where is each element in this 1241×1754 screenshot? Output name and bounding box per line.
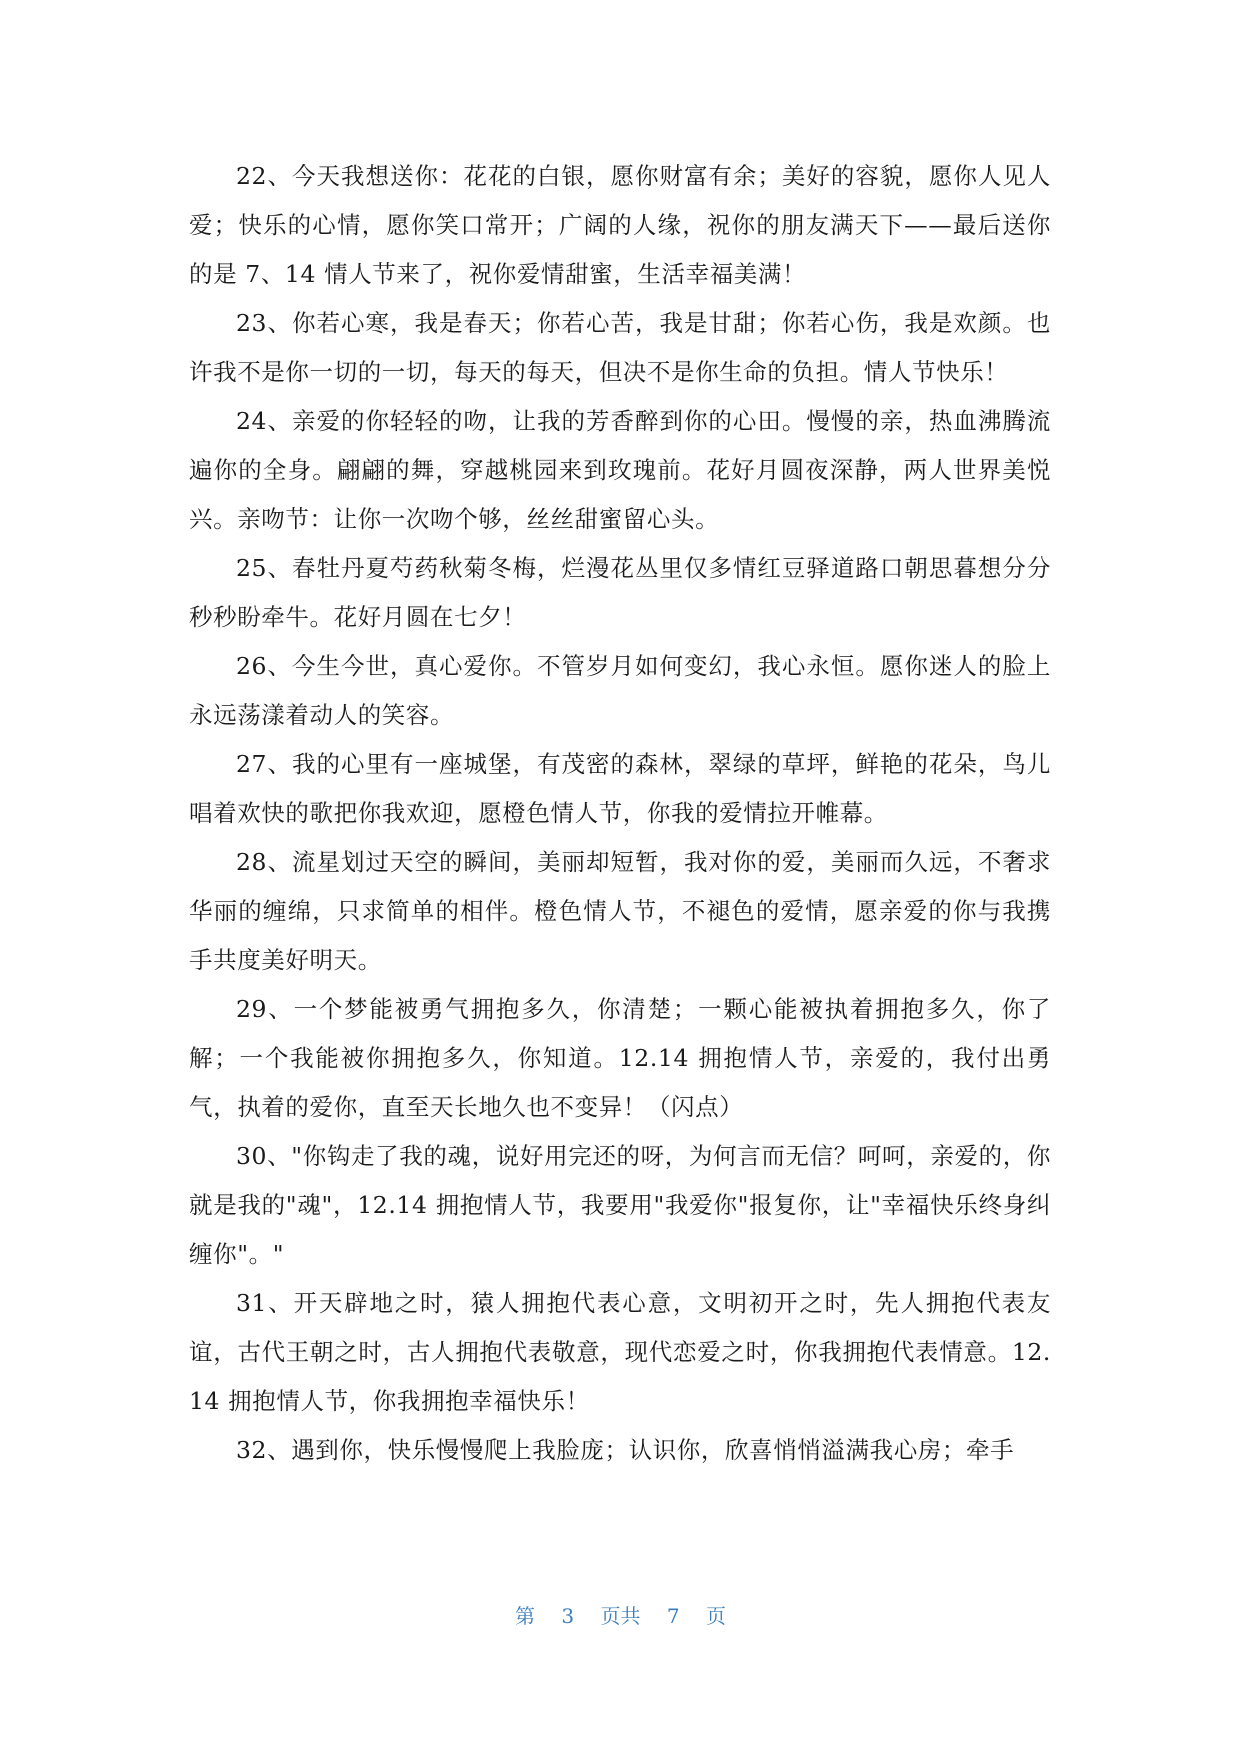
footer-label-page-end: 页 <box>705 1604 726 1628</box>
paragraph-29: 29、一个梦能被勇气拥抱多久，你清楚；一颗心能被执着拥抱多久，你了解；一个我能被你拥抱多久，你知道。12.14 拥抱情人节，亲爱的，我付出勇气，执着的爱你，直至天长地久也不变异！（闪点） <box>189 995 1051 1121</box>
footer-label-page: 第 <box>515 1604 536 1628</box>
paragraph-28: 28、流星划过天空的瞬间，美丽却短暂，我对你的爱，美丽而久远，不奢求华丽的缠绵，只求简单的相伴。橙色情人节，不褪色的爱情，愿亲爱的你与我携手共度美好明天。 <box>189 848 1051 974</box>
paragraph-25: 25、春牡丹夏芍药秋菊冬梅，烂漫花丛里仅多情红豆驿道路口朝思暮想分分秒秒盼牵牛。花好月圆在七夕！ <box>189 554 1051 631</box>
page-footer <box>0 1600 1241 1629</box>
footer-current-page: 3 <box>561 1604 575 1628</box>
paragraph-23: 23、你若心寒，我是春天；你若心苦，我是甘甜；你若心伤，我是欢颜。也许我不是你一切的一切，每天的每天，但决不是你生命的负担。情人节快乐！ <box>189 309 1051 386</box>
footer-label-page-of: 页共 <box>600 1604 641 1628</box>
footer-total-pages: 7 <box>666 1604 680 1628</box>
paragraph-22: 22、今天我想送你：花花的白银，愿你财富有余；美好的容貌，愿你人见人爱；快乐的心情，愿你笑口常开；广阔的人缘，祝你的朋友满天下——最后送你的是 7、14 情人节来了，祝你爱情甜蜜，生活幸福美满！ <box>189 162 1051 288</box>
paragraph-30: 30、"你钩走了我的魂，说好用完还的呀，为何言而无信？呵呵，亲爱的，你就是我的"魂"，12.14 拥抱情人节，我要用"我爱你"报复你，让"幸福快乐终身纠缠你"。" <box>189 1142 1051 1268</box>
paragraph-32: 32、遇到你，快乐慢慢爬上我脸庞；认识你，欣喜悄悄溢满我心房；牵手 <box>236 1436 1015 1464</box>
paragraph-24: 24、亲爱的你轻轻的吻，让我的芳香醉到你的心田。慢慢的亲，热血沸腾流遍你的全身。翩翩的舞，穿越桃园来到玫瑰前。花好月圆夜深静，两人世界美悦兴。亲吻节：让你一次吻个够，丝丝甜蜜留心头。 <box>189 407 1051 533</box>
paragraph-27: 27、我的心里有一座城堡，有茂密的森林，翠绿的草坪，鲜艳的花朵，鸟儿唱着欢快的歌把你我欢迎，愿橙色情人节，你我的爱情拉开帷幕。 <box>189 750 1051 827</box>
paragraph-26: 26、今生今世，真心爱你。不管岁月如何变幻，我心永恒。愿你迷人的脸上永远荡漾着动人的笑容。 <box>189 652 1051 729</box>
paragraph-31: 31、开天辟地之时，猿人拥抱代表心意，文明初开之时，先人拥抱代表友谊，古代王朝之时，古人拥抱代表敬意，现代恋爱之时，你我拥抱代表情意。12.14 拥抱情人节，你我拥抱幸福快乐！ <box>189 1289 1051 1415</box>
document-body <box>189 152 1051 1475</box>
